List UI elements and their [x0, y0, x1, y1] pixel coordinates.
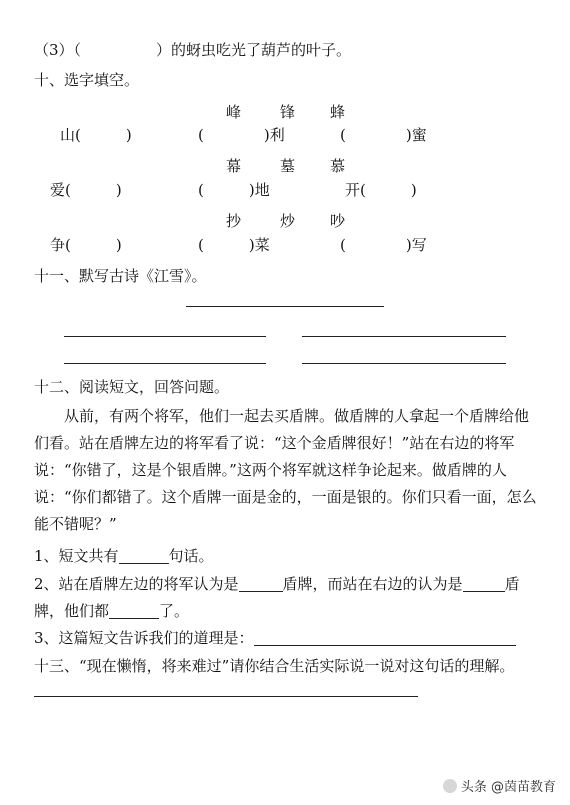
poem-title-line — [186, 306, 384, 307]
fill-blank-item: ( )写 — [340, 236, 427, 254]
answer-blank[interactable] — [109, 602, 159, 619]
choice-char: 抄 — [226, 212, 242, 230]
fill-blank-item: 山( ) — [60, 126, 132, 144]
avatar-icon — [443, 779, 457, 793]
choice-char: 墓 — [280, 157, 296, 175]
choice-char: 蜂 — [330, 103, 346, 121]
choice-char: 炒 — [280, 212, 296, 230]
answer-blank[interactable] — [463, 575, 505, 592]
poem-answer-line — [302, 363, 506, 364]
question-1-tail: 句话。 — [168, 547, 214, 565]
poem-answer-line — [64, 336, 266, 337]
question-2-cont — [34, 601, 189, 621]
choice-char: 峰 — [226, 103, 242, 121]
section-11-title: 十一、默写古诗《江雪》。 — [34, 267, 207, 285]
answer-blank[interactable] — [239, 575, 283, 592]
question-2-mid: 盾牌，而站在右边的认为是 — [282, 575, 463, 593]
section-10-title: 十、选字填空。 — [34, 71, 140, 89]
question-2-cont-text: 牌，他们都 — [34, 602, 110, 620]
choice-char: 慕 — [330, 157, 346, 175]
question-2-cont-tail: 了。 — [159, 602, 190, 620]
fill-blank-item: ( )地 — [198, 181, 270, 199]
choice-char: 幕 — [226, 157, 242, 175]
choice-char: 吵 — [330, 212, 346, 230]
fill-blank-item: 爱( ) — [50, 181, 122, 199]
question-3 — [34, 628, 516, 648]
watermark-text: 头条 @茵苗教育 — [460, 780, 556, 795]
poem-answer-line — [64, 363, 266, 364]
answer-blank[interactable] — [119, 547, 169, 564]
watermark — [443, 776, 556, 795]
choice-char: 锋 — [280, 103, 296, 121]
question-3-text: 3、这篇短文告诉我们的道理是： — [34, 629, 254, 647]
answer-line — [34, 696, 418, 697]
question-3-line: （3）（ ）的蚜虫吃光了葫芦的叶子。 — [34, 41, 352, 59]
question-1-text: 1、短文共有 — [34, 547, 119, 565]
question-2-end: 盾 — [504, 575, 520, 593]
fill-blank-item: 开( ) — [345, 181, 417, 199]
question-2 — [34, 574, 520, 594]
fill-blank-item: 争( ) — [50, 236, 122, 254]
poem-answer-line — [302, 336, 506, 337]
question-2-text: 2、站在盾牌左边的将军认为是 — [34, 575, 239, 593]
reading-passage: 从前，有两个将军，他们一起去买盾牌。做盾牌的人拿起一个盾牌给他们看。站在盾牌左边的将军看了说：“这个金盾牌很好！”站在右边的将军说：“你错了，这是个银盾牌。”这两个将军就这样争论起来。做盾牌的人说：“你们都错了。这个盾牌一面是金的，一面是银的。你们只看一面，怎么能不错呢？” — [34, 407, 537, 533]
fill-blank-item: ( )利 — [198, 126, 285, 144]
fill-blank-item: ( )蜜 — [340, 126, 427, 144]
section-13-title: 十三、“现在懒惰，将来难过”请你结合生活实际说一说对这句话的理解。 — [34, 657, 515, 675]
answer-blank[interactable] — [254, 629, 516, 646]
section-12-title: 十二、阅读短文，回答问题。 — [34, 378, 230, 396]
fill-blank-item: ( )菜 — [198, 236, 270, 254]
question-1 — [34, 546, 214, 566]
